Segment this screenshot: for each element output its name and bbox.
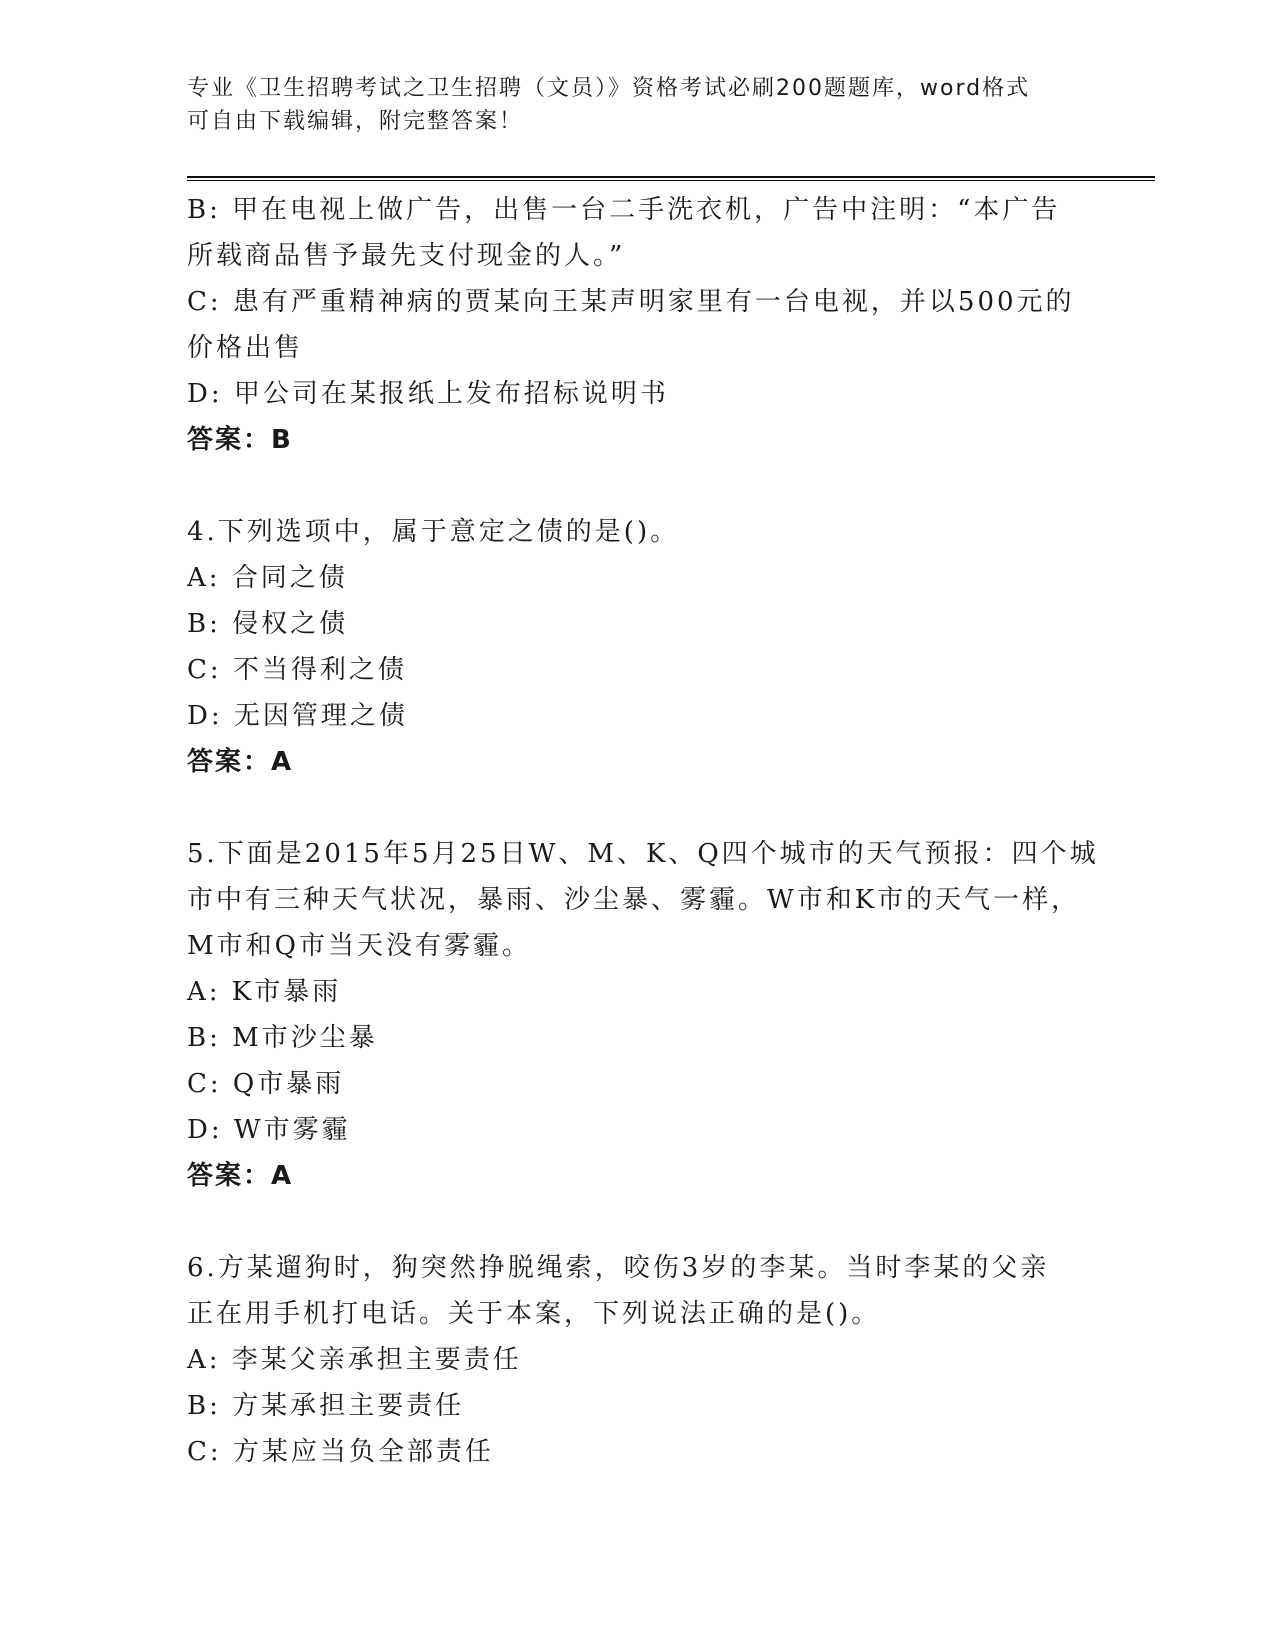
question-5 xyxy=(187,831,1099,1199)
q3-answer: 答案：B xyxy=(187,425,293,455)
q4-answer: 答案：A xyxy=(187,747,294,777)
question-6 xyxy=(187,1245,1087,1475)
header-title-line-1: 专业《卫生招聘考试之卫生招聘（文员）》资格考试必刷200题题库，word格式 xyxy=(187,76,1031,101)
q6-stem-line-2: 正在用手机打电话。关于本案，下列说法正确的是()。 xyxy=(187,1299,881,1329)
q5-stem-line-2: 市中有三种天气状况，暴雨、沙尘暴、雾霾。W市和K市的天气一样， xyxy=(187,885,1081,915)
q6-stem-line-1: 6.方某遛狗时，狗突然挣脱绳索，咬伤3岁的李某。当时李某的父亲 xyxy=(187,1253,1050,1283)
question-3 xyxy=(187,187,1087,463)
q5-stem-line-1: 5.下面是2015年5月25日W、M、K、Q四个城市的天气预报：四个城 xyxy=(187,839,1099,869)
q5-option-a: A: K市暴雨 xyxy=(187,977,342,1007)
q4-option-d: D: 无因管理之债 xyxy=(187,701,408,731)
header-divider xyxy=(187,176,1155,181)
q3-option-c-line-1: C: 患有严重精神病的贾某向王某声明家里有一台电视，并以500元的 xyxy=(187,287,1075,317)
question-spacer xyxy=(187,1199,1087,1245)
q4-option-a: A: 合同之债 xyxy=(187,563,348,593)
q6-option-c: C: 方某应当负全部责任 xyxy=(187,1437,494,1467)
q3-option-c-line-2: 价格出售 xyxy=(187,333,304,363)
q5-answer: 答案：A xyxy=(187,1161,294,1191)
q3-option-b-line-1: B: 甲在电视上做广告，出售一台二手洗衣机，广告中注明：“本广告 xyxy=(187,195,1061,225)
q4-option-b: B: 侵权之债 xyxy=(187,609,349,639)
q6-option-a: A: 李某父亲承担主要责任 xyxy=(187,1345,522,1375)
document-header xyxy=(187,72,1087,138)
q4-option-c: C: 不当得利之债 xyxy=(187,655,407,685)
question-content xyxy=(187,187,1099,1475)
q5-option-d: D: W市雾霾 xyxy=(187,1115,351,1145)
q3-option-b-line-2: 所载商品售予最先支付现金的人。” xyxy=(187,241,626,271)
q4-stem: 4.下列选项中，属于意定之债的是()。 xyxy=(187,517,680,547)
question-spacer xyxy=(187,785,1087,831)
q6-option-b: B: 方某承担主要责任 xyxy=(187,1391,465,1421)
q3-option-d: D: 甲公司在某报纸上发布招标说明书 xyxy=(187,379,669,409)
q5-option-c: C: Q市暴雨 xyxy=(187,1069,345,1099)
question-spacer xyxy=(187,463,1087,509)
q5-stem-line-3: M市和Q市当天没有雾霾。 xyxy=(187,931,531,961)
header-title-line-2: 可自由下载编辑，附完整答案！ xyxy=(187,109,524,134)
question-4 xyxy=(187,509,1087,785)
q5-option-b: B: M市沙尘暴 xyxy=(187,1023,378,1053)
